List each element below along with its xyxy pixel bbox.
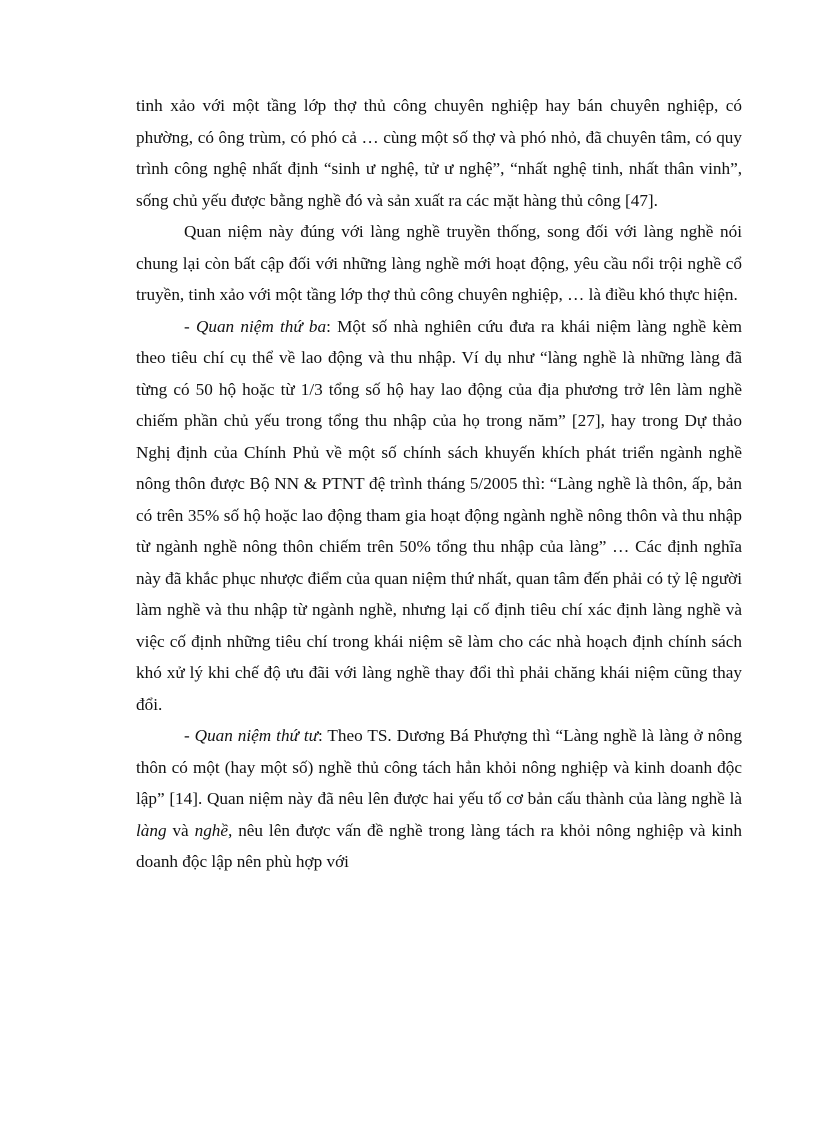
list-dash: -	[184, 316, 196, 336]
document-page	[136, 90, 742, 878]
list-dash: -	[184, 726, 195, 745]
term-nghe: nghề,	[194, 820, 233, 840]
paragraph-4-body-c: nêu lên được vấn đề nghề trong làng tách ra khỏi nông nghiệp và kinh doanh độc lập nên phù hợp với	[136, 820, 742, 871]
paragraph-4	[136, 720, 742, 878]
concept-label-three: Quan niệm thứ ba	[195, 316, 327, 336]
paragraph-3-body: : Một số nhà nghiên cứu đưa ra khái niệm làng nghề kèm theo tiêu chí cụ thể về lao động và thu nhập. Ví dụ như “làng nghề là những làng đã từng có 50 hộ hoặc từ 1/3 tổng số hộ hay lao động của địa phương trở lên làm nghề chiếm phần chủ yếu trong tổng thu nhập của họ trong năm” [27], hay trong Dự thảo Nghị định của Chính Phủ về một số chính sách khuyến khích phát triển ngành nghề nông thôn được Bộ NN & PTNT đệ trình tháng 5/2005 thì: “Làng nghề là thôn, ấp, bản có trên 35% số hộ hoặc lao động tham gia hoạt động ngành nghề nông thôn và thu nhập từ ngành nghề nông thôn chiếm trên 50% tổng thu nhập của làng” … Các định nghĩa này đã khắc phục nhược điểm của quan niệm thứ nhất, quan tâm đến phải có tỷ lệ người làm nghề và thu nhập từ ngành nghề, nhưng lại cố định tiêu chí xác định làng nghề và việc cố định những tiêu chí trong khái niệm sẽ làm cho các nhà hoạch định chính sách khó xử lý khi chế độ ưu đãi với làng nghề thay đổi thì phải chăng khái niệm cũng thay đổi.	[136, 316, 742, 714]
paragraph-3	[136, 311, 742, 721]
paragraph-4-body-b: và	[166, 820, 195, 840]
concept-label-four: Quan niệm thứ tư	[194, 726, 319, 745]
paragraph-1: tinh xảo với một tầng lớp thợ thủ công chuyên nghiệp hay bán chuyên nghiệp, có phường, có ông trùm, có phó cả … cùng một số thợ và phó nhỏ, đã chuyên tâm, có quy trình công nghệ nhất định “sinh ư nghệ, tử ư nghệ”, “nhất nghệ tinh, nhất thân vinh”, sống chủ yếu được bằng nghề đó và sản xuất ra các mặt hàng thủ công [47].	[136, 96, 742, 210]
paragraph-4-body-a: : Theo TS. Dương Bá Phượng thì “Làng nghề là làng ở nông thôn có một (hay một số) nghề thủ công tách hẳn khỏi nông nghiệp và kinh doanh độc lập” [14]. Quan niệm này đã nêu lên được hai yếu tố cơ bản cấu thành của làng nghề là	[136, 726, 742, 808]
paragraph-2: Quan niệm này đúng với làng nghề truyền thống, song đối với làng nghề nói chung lại còn bất cập đối với những làng nghề mới hoạt động, yêu cầu nổi trội nghề cổ truyền, tinh xảo với một tầng lớp thợ thủ công chuyên nghiệp, … là điều khó thực hiện.	[136, 222, 742, 304]
term-lang: làng	[136, 820, 167, 840]
